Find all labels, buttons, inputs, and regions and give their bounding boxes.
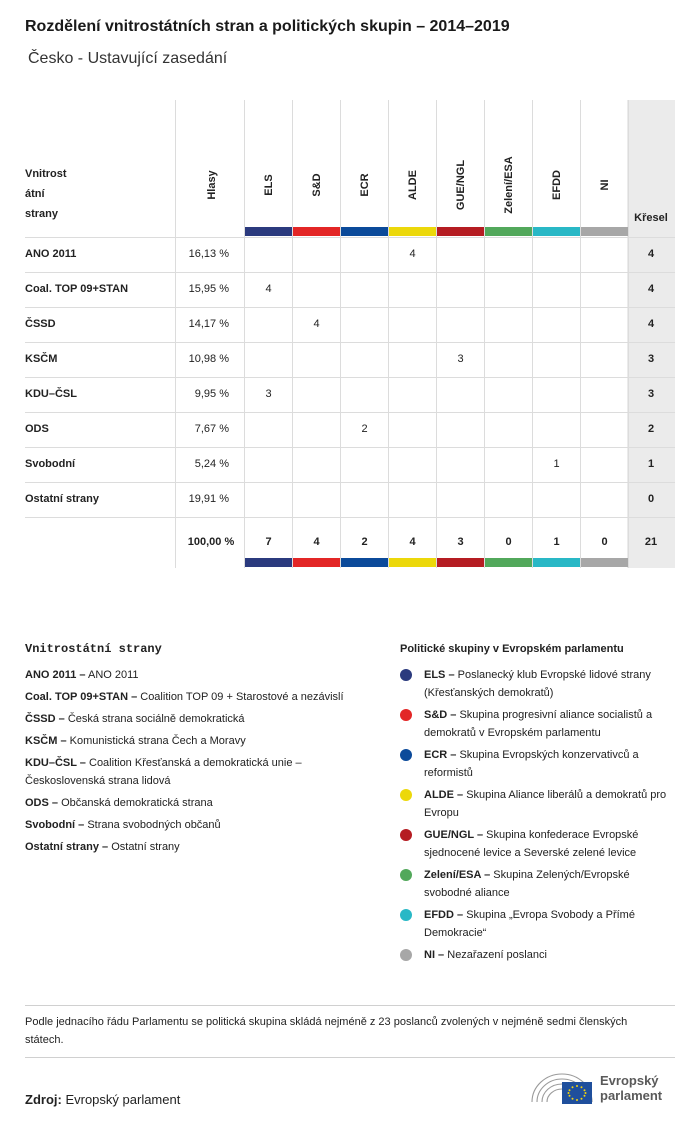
legend-name: Skupina Aliance liberálů a demokratů pro Evropu bbox=[424, 789, 667, 819]
legend-abbr: ODS – bbox=[25, 797, 59, 809]
group-color-dot-icon bbox=[400, 909, 412, 921]
group-header-text: GUE/NGL bbox=[455, 159, 467, 211]
group-color-dot-icon bbox=[400, 789, 412, 801]
table-row bbox=[25, 342, 675, 377]
group-header-text: EFDD bbox=[551, 170, 563, 200]
legend-abbr: KDU–ČSL – bbox=[25, 757, 86, 769]
group-header bbox=[245, 144, 293, 226]
party-name: ANO 2011 bbox=[25, 248, 77, 260]
group-seat-count: 1 bbox=[553, 458, 560, 470]
national-party-legend-item bbox=[25, 838, 380, 856]
logo-text bbox=[600, 1073, 662, 1103]
row-header-line: Vnitrost bbox=[25, 168, 67, 180]
table-row bbox=[25, 272, 675, 307]
legend-name: ANO 2011 bbox=[88, 669, 139, 681]
group-seat-count: 4 bbox=[313, 318, 320, 330]
legend-abbr: Svobodní – bbox=[25, 819, 85, 831]
group-color-bar bbox=[437, 227, 484, 236]
row-header-line: strany bbox=[25, 208, 59, 220]
national-parties-heading: Vnitrostátní strany bbox=[25, 642, 162, 656]
legend-name: Skupina Evropských konzervativců a reformistů bbox=[424, 749, 639, 779]
legend-name: Komunistická strana Čech a Moravy bbox=[69, 735, 246, 747]
national-party-legend-item bbox=[25, 666, 380, 684]
row-header-label bbox=[25, 164, 105, 224]
political-group-legend-item bbox=[400, 826, 680, 862]
group-total: 7 bbox=[265, 536, 272, 548]
group-header bbox=[293, 144, 341, 226]
group-color-dot-icon bbox=[400, 949, 412, 961]
group-seat-count: 3 bbox=[265, 388, 272, 400]
national-party-legend-item bbox=[25, 794, 380, 812]
group-header-text: Zelení/ESA bbox=[503, 156, 515, 214]
group-seat-count: 4 bbox=[409, 248, 416, 260]
group-header bbox=[485, 144, 533, 226]
total-seats: 21 bbox=[644, 536, 658, 548]
group-header bbox=[389, 144, 437, 226]
legend-name: Skupina konfederace Evropské sjednocené levice a Severské zelené levice bbox=[424, 829, 639, 859]
political-group-legend-item bbox=[400, 946, 680, 964]
political-group-legend-item bbox=[400, 706, 680, 742]
party-name: Svobodní bbox=[25, 458, 76, 470]
legend-abbr: KSČM – bbox=[25, 735, 67, 747]
source bbox=[25, 1092, 180, 1107]
vote-share: 5,24 % bbox=[194, 458, 229, 470]
vote-share: 9,95 % bbox=[194, 388, 229, 400]
legend-abbr: Ostatní strany – bbox=[25, 841, 109, 853]
total-seats-cell: 3 bbox=[647, 388, 655, 400]
divider-top bbox=[25, 1005, 675, 1006]
total-seats-cell: 0 bbox=[647, 493, 655, 505]
group-header-text: ELS bbox=[263, 174, 275, 196]
legend-abbr: ELS – bbox=[424, 669, 455, 681]
votes-header-text: Hlasy bbox=[206, 170, 218, 200]
group-header-text: NI bbox=[599, 179, 611, 191]
vote-share: 16,13 % bbox=[188, 248, 229, 260]
group-color-bar bbox=[389, 227, 436, 236]
total-seats-cell: 4 bbox=[647, 248, 655, 260]
group-color-bar bbox=[581, 227, 628, 236]
group-seat-count: 2 bbox=[361, 423, 368, 435]
table-row bbox=[25, 237, 675, 272]
legend-name: Občanská demokratická strana bbox=[61, 797, 213, 809]
total-seats-cell: 2 bbox=[647, 423, 655, 435]
legend-abbr: EFDD – bbox=[424, 909, 464, 921]
national-party-legend-item bbox=[25, 688, 380, 706]
group-color-bar bbox=[245, 227, 292, 236]
group-header bbox=[341, 144, 389, 226]
national-party-legend-item bbox=[25, 754, 380, 790]
legend-name: Strana svobodných občanů bbox=[87, 819, 221, 831]
page-subtitle: Česko - Ustavující zasedání bbox=[28, 50, 228, 67]
political-group-legend-item bbox=[400, 666, 680, 702]
group-seat-count: 3 bbox=[457, 353, 464, 365]
national-parties-legend bbox=[25, 666, 380, 860]
group-header-text: ALDE bbox=[407, 170, 419, 200]
party-name: KSČM bbox=[25, 353, 58, 365]
group-total: 2 bbox=[361, 536, 368, 548]
group-total: 4 bbox=[409, 536, 416, 548]
political-group-legend-item bbox=[400, 746, 680, 782]
total-seats-cell: 1 bbox=[647, 458, 655, 470]
vote-share: 15,95 % bbox=[188, 283, 229, 295]
european-parliament-logo bbox=[528, 1068, 678, 1108]
legend-name: Česká strana sociálně demokratická bbox=[67, 713, 245, 725]
legend-abbr: Coal. TOP 09+STAN – bbox=[25, 691, 138, 703]
group-color-bar bbox=[293, 227, 340, 236]
group-color-dot-icon bbox=[400, 709, 412, 721]
total-seats-cell: 3 bbox=[647, 353, 655, 365]
seats-header: Křesel bbox=[634, 212, 668, 224]
group-color-dot-icon bbox=[400, 869, 412, 881]
group-total: 0 bbox=[505, 536, 512, 548]
group-color-bar bbox=[485, 227, 532, 236]
vote-share: 19,91 % bbox=[188, 493, 229, 505]
legend-name: Poslanecký klub Evropské lidové strany (Křesťanských demokratů) bbox=[424, 669, 651, 699]
national-party-legend-item bbox=[25, 710, 380, 728]
group-header bbox=[581, 144, 629, 226]
row-header-line: átní bbox=[25, 188, 45, 200]
legend-name: Skupina „Evropa Svobody a Přímé Demokracie“ bbox=[424, 909, 635, 939]
source-value: Evropský parlament bbox=[65, 1092, 181, 1107]
legend-abbr: NI – bbox=[424, 949, 445, 961]
political-groups-legend bbox=[400, 666, 680, 968]
group-color-dot-icon bbox=[400, 669, 412, 681]
divider-bottom bbox=[25, 1057, 675, 1058]
logo-line-2: parlament bbox=[600, 1088, 663, 1103]
group-total: 4 bbox=[313, 536, 320, 548]
legend-abbr: S&D – bbox=[424, 709, 457, 721]
group-total: 0 bbox=[601, 536, 608, 548]
legend-abbr: ČSSD – bbox=[25, 713, 65, 725]
hemicycle-flag-icon bbox=[528, 1068, 598, 1108]
page-title: Rozdělení vnitrostátních stran a politických skupin – 2014–2019 bbox=[25, 18, 510, 35]
vote-share: 10,98 % bbox=[188, 353, 229, 365]
group-seat-count: 4 bbox=[265, 283, 272, 295]
group-color-dot-icon bbox=[400, 749, 412, 761]
total-seats-cell: 4 bbox=[647, 318, 655, 330]
legend-name: Coalition Křesťanská a demokratická unie – Československá strana lidová bbox=[25, 757, 302, 787]
legend-abbr: ANO 2011 – bbox=[25, 669, 86, 681]
table-row bbox=[25, 447, 675, 482]
logo-line-1: Evropský bbox=[600, 1073, 659, 1088]
group-header-text: ECR bbox=[359, 173, 371, 197]
party-name: Coal. TOP 09+STAN bbox=[25, 283, 129, 295]
legend-abbr: ALDE – bbox=[424, 789, 464, 801]
legend-abbr: GUE/NGL – bbox=[424, 829, 484, 841]
group-color-bar bbox=[533, 227, 580, 236]
vote-share: 7,67 % bbox=[194, 423, 229, 435]
distribution-table bbox=[25, 100, 675, 570]
group-color-dot-icon bbox=[400, 829, 412, 841]
legend-name: Coalition TOP 09 + Starostové a nezávislí bbox=[140, 691, 344, 703]
political-group-legend-item bbox=[400, 906, 680, 942]
political-group-legend-item bbox=[400, 866, 680, 902]
group-total: 1 bbox=[553, 536, 560, 548]
party-name: ODS bbox=[25, 423, 49, 435]
votes-header bbox=[188, 144, 236, 226]
legend-name: Skupina progresivní aliance socialistů a demokratů v Evropském parlamentu bbox=[424, 709, 653, 739]
legend-name: Ostatní strany bbox=[111, 841, 180, 853]
group-header bbox=[437, 144, 485, 226]
legend-abbr: Zelení/ESA – bbox=[424, 869, 491, 881]
group-header bbox=[533, 144, 581, 226]
party-name: ČSSD bbox=[25, 318, 56, 330]
political-group-legend-item bbox=[400, 786, 680, 822]
national-party-legend-item bbox=[25, 732, 380, 750]
legend-name: Nezařazení poslanci bbox=[447, 949, 547, 961]
table-row bbox=[25, 307, 675, 342]
vote-share: 14,17 % bbox=[188, 318, 229, 330]
total-votes: 100,00 % bbox=[187, 536, 235, 548]
national-party-legend-item bbox=[25, 816, 380, 834]
total-seats-cell: 4 bbox=[647, 283, 655, 295]
group-header-text: S&D bbox=[311, 173, 323, 197]
group-color-bar bbox=[341, 227, 388, 236]
party-name: Ostatní strany bbox=[25, 493, 99, 505]
footnote: Podle jednacího řádu Parlamentu se politická skupina skládá nejméně z 23 poslanců zvolených v nejméně sedmi členských státech. bbox=[25, 1016, 628, 1046]
political-groups-heading: Politické skupiny v Evropském parlamentu bbox=[400, 643, 624, 655]
table-row bbox=[25, 377, 675, 412]
table-row bbox=[25, 482, 675, 517]
party-name: KDU–ČSL bbox=[25, 388, 77, 400]
table-row bbox=[25, 412, 675, 447]
source-label: Zdroj: bbox=[25, 1092, 62, 1107]
legend-name: Skupina Zelených/Evropské svobodné aliance bbox=[424, 869, 630, 899]
legend-abbr: ECR – bbox=[424, 749, 457, 761]
group-total: 3 bbox=[457, 536, 464, 548]
